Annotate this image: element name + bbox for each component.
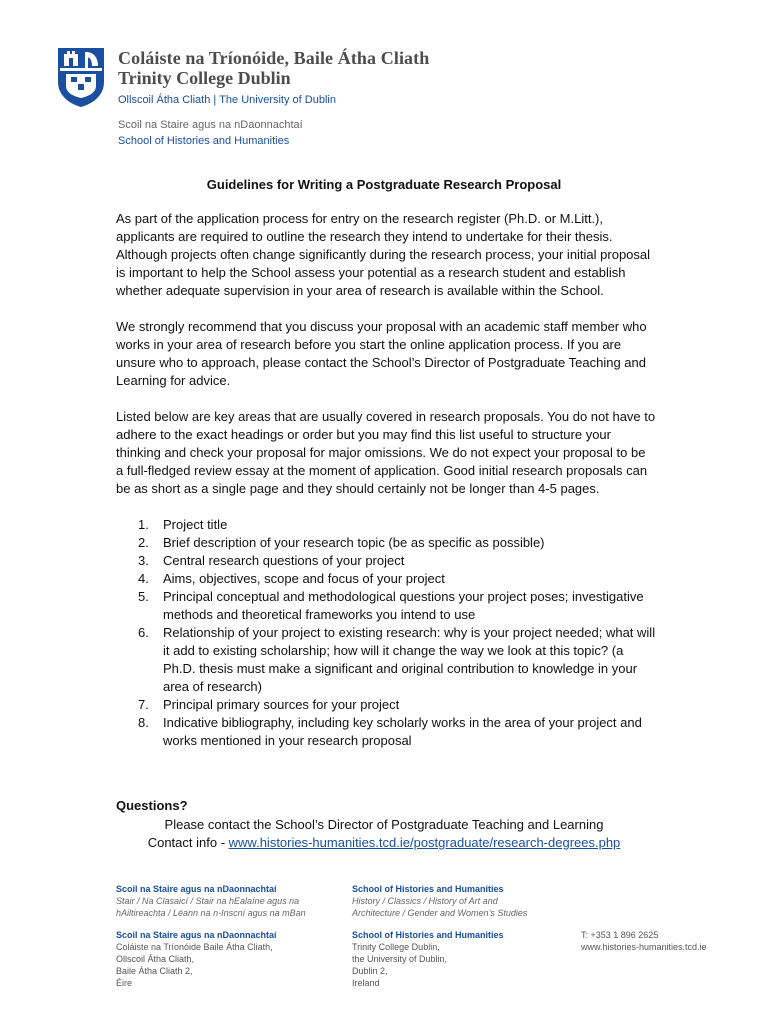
footer-col1-address-heading: Scoil na Staire agus na nDaonnachtaí xyxy=(116,930,277,940)
university-irish: Ollscoil Átha Cliath xyxy=(118,94,211,106)
footer-col2-address-line: the University of Dublin, xyxy=(352,954,448,964)
list-item-text: Project title xyxy=(163,517,228,532)
footer-col2-address-line: Ireland xyxy=(352,978,380,988)
school-name-english: School of Histories and Humanities xyxy=(118,135,290,147)
contact-line: Please contact the School’s Director of Postgraduate Teaching and Learning xyxy=(164,817,604,832)
university-separator: | xyxy=(213,94,217,106)
footer-col2-subjects xyxy=(352,883,527,919)
list-item xyxy=(116,624,656,696)
footer-website: www.histories-humanities.tcd.ie xyxy=(581,942,707,952)
list-item-text: Indicative bibliography, including key scholarly works in the area of your project and works mentioned in your research proposal xyxy=(163,715,642,748)
document-body xyxy=(116,210,656,750)
university-line xyxy=(118,94,429,107)
footer-col2-address-heading: School of Histories and Humanities xyxy=(352,930,504,940)
institution-name xyxy=(118,48,429,107)
list-item-text: Aims, objectives, scope and focus of your project xyxy=(163,571,445,586)
school-name xyxy=(118,117,303,149)
footer-col2-address-line: Trinity College Dublin, xyxy=(352,942,440,952)
key-areas-list xyxy=(116,516,656,750)
footer-col1-subjects xyxy=(116,883,306,919)
footer-col1-subjects-line1: Stair / Na Clasaicí / Stair na hEalaíne agus na xyxy=(116,896,300,906)
paragraph-intro: As part of the application process for entry on the research register (Ph.D. or M.Litt.), applicants are required to outline the research they intend to undertake for their thesis. Although projects often change significantly during the research process, your initial proposal is important to help the School assess your potential as a research student and establish whether adequate supervision in your area of research is available within the School. xyxy=(116,211,651,298)
list-item xyxy=(116,570,656,588)
list-item-number: 4. xyxy=(138,571,149,586)
research-degrees-link[interactable]: www.histories-humanities.tcd.ie/postgraduate/research-degrees.php xyxy=(228,835,621,850)
footer-col2-subjects-line1: History / Classics / History of Art and xyxy=(352,896,498,906)
footer-col2-address xyxy=(352,929,504,989)
school-name-irish: Scoil na Staire agus na nDaonnachtaí xyxy=(118,119,303,131)
institution-name-english: Trinity College Dublin xyxy=(118,68,291,88)
list-item xyxy=(116,534,656,552)
list-item-number: 5. xyxy=(138,589,149,604)
list-item xyxy=(116,588,656,624)
document-title: Guidelines for Writing a Postgraduate Research Proposal xyxy=(206,177,562,192)
footer-col1-address-line: Coláiste na Tríonóide Baile Átha Cliath, xyxy=(116,942,273,952)
paragraph-recommendation: We strongly recommend that you discuss your proposal with an academic staff member who works in your area of research before you start the online application process. If you are unsure who to approach, please contact the School’s Director of Postgraduate Teaching and Learning for advice. xyxy=(116,319,647,388)
footer-col1-heading: Scoil na Staire agus na nDaonnachtaí xyxy=(116,884,277,894)
footer-col1-address-line: Baile Átha Cliath 2, xyxy=(116,966,193,976)
footer-col2-subjects-line2: Architecture / Gender and Women’s Studies xyxy=(352,908,528,918)
footer-contact xyxy=(581,929,707,953)
list-item-text: Brief description of your research topic (be as specific as possible) xyxy=(163,535,545,550)
list-item-number: 8. xyxy=(138,715,149,730)
list-item xyxy=(116,714,656,750)
list-item xyxy=(116,696,656,714)
list-item-text: Principal conceptual and methodological questions your project poses; investigative methods and theoretical frameworks you intend to use xyxy=(163,589,644,622)
list-item-number: 6. xyxy=(138,625,149,640)
footer-col1-address xyxy=(116,929,277,989)
list-item xyxy=(116,552,656,570)
footer-col1-subjects-line2: hAiltireachta / Léann na n-Inscní agus na mBan xyxy=(116,908,306,918)
list-item-number: 7. xyxy=(138,697,149,712)
footer-col2-heading: School of Histories and Humanities xyxy=(352,884,504,894)
tcd-crest-icon xyxy=(56,46,106,108)
list-item-number: 2. xyxy=(138,535,149,550)
contact-info xyxy=(0,835,768,850)
footer-phone: T: +353 1 896 2625 xyxy=(581,930,659,940)
list-item-number: 1. xyxy=(138,517,149,532)
footer-col2-address-line: Dublin 2, xyxy=(352,966,388,976)
institution-name-irish: Coláiste na Tríonóide, Baile Átha Cliath xyxy=(118,48,430,68)
paragraph-key-areas: Listed below are key areas that are usually covered in research proposals. You do not have to adhere to the exact headings or order but you may find this list useful to structure your thinking and check your proposal for major omissions. We do not expect your proposal to be a full-fledged review essay at the moment of application. Good initial research proposals can be as short as a single page and they should certainly not be longer than 4-5 pages. xyxy=(116,409,656,496)
contact-info-label: Contact info - xyxy=(147,835,229,850)
university-english: The University of Dublin xyxy=(219,94,336,106)
list-item xyxy=(116,516,656,534)
list-item-number: 3. xyxy=(138,553,149,568)
list-item-text: Central research questions of your project xyxy=(163,553,405,568)
questions-heading: Questions? xyxy=(116,798,188,813)
list-item-text: Principal primary sources for your project xyxy=(163,697,400,712)
list-item-text: Relationship of your project to existing research: why is your project needed; what will it add to existing scholarship; how will it change the way we look at this topic? (a Ph.D. thesis must make a significant and original contribution to knowledge in your area of research) xyxy=(163,625,656,694)
footer-col1-address-line: Ollscoil Átha Cliath, xyxy=(116,954,195,964)
footer-col1-address-line: Éire xyxy=(116,978,133,988)
